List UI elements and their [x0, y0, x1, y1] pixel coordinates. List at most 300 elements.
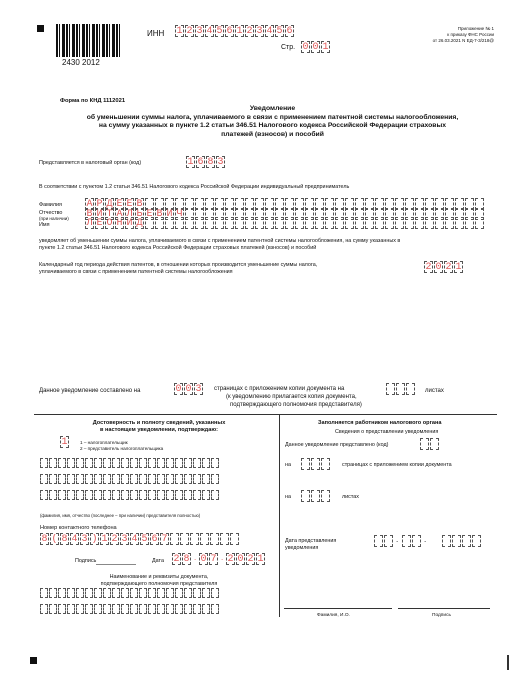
char-cell[interactable]: 8: [183, 554, 190, 565]
char-cell[interactable]: 0: [175, 384, 182, 395]
tax-office-code-field[interactable]: [186, 156, 226, 170]
char-cell[interactable]: 1: [455, 262, 462, 273]
sheets-label: листах: [425, 388, 444, 394]
char-cell[interactable]: [170, 533, 179, 545]
char-cell[interactable]: [94, 588, 102, 598]
document-caption-line-1: Наименование и реквизиты документа,: [109, 574, 209, 580]
char-cell[interactable]: Р: [96, 199, 103, 210]
char-cell[interactable]: [139, 474, 147, 484]
char-cell[interactable]: Л: [126, 209, 133, 220]
char-cell[interactable]: [435, 208, 444, 220]
year-label-2: уплачиваемого в связи с применением патентной системы налогообложения: [39, 269, 233, 275]
char-cell[interactable]: [139, 588, 147, 598]
char-cell[interactable]: 5: [216, 26, 223, 37]
char-cell[interactable]: 1: [176, 26, 183, 37]
pages-label: Данное уведомление составлено на: [39, 388, 141, 394]
char-cell[interactable]: [462, 535, 471, 547]
char-cell[interactable]: Е: [116, 199, 123, 210]
document-row-1[interactable]: [40, 588, 220, 602]
char-cell[interactable]: [76, 490, 84, 500]
char-cell[interactable]: [130, 588, 138, 598]
char-cell[interactable]: [211, 604, 219, 614]
char-cell[interactable]: 0: [185, 384, 192, 395]
char-cell[interactable]: [112, 588, 120, 598]
right-block-heading: Заполняется работником налогового органа: [318, 420, 442, 426]
char-cell[interactable]: 1: [322, 42, 329, 53]
char-cell[interactable]: [230, 533, 239, 545]
char-cell[interactable]: [130, 604, 138, 614]
section-middle-line: [279, 414, 280, 617]
on-label-1: на: [285, 462, 291, 468]
char-cell[interactable]: [375, 208, 384, 220]
char-cell[interactable]: [130, 490, 138, 500]
barcode-number: 2430 2012: [62, 58, 100, 67]
char-cell[interactable]: [157, 604, 165, 614]
char-cell[interactable]: [67, 458, 75, 468]
document-caption-line-2: подтверждающего полномочия представителя: [100, 580, 218, 587]
char-cell[interactable]: [305, 208, 314, 220]
char-cell[interactable]: 2: [111, 534, 118, 545]
char-cell[interactable]: 0: [200, 554, 207, 565]
char-cell[interactable]: 2: [227, 554, 234, 565]
char-cell[interactable]: Е: [126, 199, 133, 210]
char-cell[interactable]: 5: [276, 26, 283, 37]
char-cell[interactable]: [130, 458, 138, 468]
bottom-right-marker: [507, 655, 509, 670]
char-cell[interactable]: [355, 208, 364, 220]
char-cell[interactable]: 4: [71, 534, 78, 545]
char-cell[interactable]: [193, 604, 201, 614]
representative-caption: (фамилия, имя, отчество (последнее – при наличии) представителя полностью): [40, 513, 201, 518]
char-cell[interactable]: [225, 208, 234, 220]
representative-name-row-2[interactable]: [40, 474, 220, 488]
submission-date-label-1: Дата представления: [285, 538, 337, 544]
inn-label: ИНН: [147, 29, 165, 38]
char-cell[interactable]: Т: [106, 209, 113, 220]
char-cell[interactable]: [85, 458, 93, 468]
char-cell[interactable]: [185, 208, 194, 220]
sign-caption: Подпись: [432, 613, 451, 618]
char-cell[interactable]: 0: [435, 262, 442, 273]
char-cell[interactable]: А: [116, 209, 123, 220]
char-cell[interactable]: [235, 208, 244, 220]
char-cell[interactable]: А: [86, 199, 93, 210]
char-cell[interactable]: [166, 588, 174, 598]
char-cell[interactable]: 8: [207, 157, 214, 168]
signer-code-field[interactable]: [60, 436, 70, 450]
char-cell[interactable]: [76, 458, 84, 468]
date-sep-2: .: [221, 553, 224, 562]
submission-date-sep-2: .: [424, 535, 427, 544]
char-cell[interactable]: 3: [121, 534, 128, 545]
char-cell[interactable]: [205, 208, 214, 220]
char-cell[interactable]: [94, 490, 102, 500]
char-cell[interactable]: [335, 208, 344, 220]
char-cell[interactable]: 2: [445, 262, 452, 273]
char-cell[interactable]: [121, 604, 129, 614]
char-cell[interactable]: [94, 458, 102, 468]
notify-line-2: пункте 1.2 статьи 346.51 Налогового кодекса Российской Федерации страховых платежей (взносов) и пособий: [39, 245, 317, 251]
char-cell[interactable]: [211, 588, 219, 598]
char-cell[interactable]: [180, 533, 189, 545]
char-cell[interactable]: [215, 208, 224, 220]
char-cell[interactable]: 4: [131, 534, 138, 545]
pages-suffix-1: страницах с приложением копии документа на: [214, 386, 345, 392]
char-cell[interactable]: [67, 588, 75, 598]
char-cell[interactable]: [112, 474, 120, 484]
on-label-2: на: [285, 494, 291, 500]
char-cell[interactable]: 2: [173, 554, 180, 565]
sign-line: [398, 608, 490, 609]
char-cell[interactable]: [202, 474, 210, 484]
title-line-1: Уведомление: [249, 105, 296, 112]
appendix-line-2: к приказу ФНС России: [447, 32, 494, 37]
char-cell[interactable]: 1: [236, 26, 243, 37]
patronymic-sub: (при наличии): [39, 216, 69, 221]
char-cell[interactable]: [321, 490, 330, 502]
char-cell[interactable]: [94, 604, 102, 614]
char-cell[interactable]: [202, 604, 210, 614]
char-cell[interactable]: [40, 588, 48, 598]
char-cell[interactable]: ): [91, 534, 98, 545]
char-cell[interactable]: [415, 208, 424, 220]
char-cell[interactable]: [202, 588, 210, 598]
char-cell[interactable]: В: [86, 209, 93, 220]
char-cell[interactable]: [112, 458, 120, 468]
char-cell[interactable]: И: [166, 209, 173, 220]
char-cell[interactable]: [175, 588, 183, 598]
char-cell[interactable]: [311, 458, 320, 470]
pages-suffix-2: (к уведомлению прилагается копия документа,: [226, 394, 357, 400]
char-cell[interactable]: Ч: [176, 209, 183, 220]
char-cell[interactable]: [103, 474, 111, 484]
char-cell[interactable]: [49, 604, 57, 614]
char-cell[interactable]: [472, 535, 481, 547]
notify-line-1: уведомляет об уменьшении суммы налога, уплачиваемого в связи с применением патентной системы налогообложения, на сумму указанных в: [39, 238, 401, 244]
char-cell[interactable]: [148, 474, 156, 484]
pages-count-field[interactable]: [174, 383, 204, 397]
char-cell[interactable]: [175, 474, 183, 484]
char-cell[interactable]: 7: [161, 534, 168, 545]
char-cell[interactable]: [211, 474, 219, 484]
char-cell[interactable]: Ь: [136, 209, 143, 220]
form-title: [40, 105, 505, 139]
year-field[interactable]: [424, 261, 464, 275]
char-cell[interactable]: [425, 208, 434, 220]
sheets-count-field[interactable]: [386, 383, 416, 397]
basis-text: В соответствии с пунктом 1.2 статьи 346.51 Налогового кодекса Российской Федерации индивидуальный предприниматель: [39, 184, 350, 190]
char-cell[interactable]: Е: [146, 209, 153, 220]
submission-date-year[interactable]: [442, 535, 482, 549]
char-cell[interactable]: [49, 588, 57, 598]
corner-marker-bottom-left: [30, 657, 37, 664]
char-cell[interactable]: В: [136, 199, 143, 210]
char-cell[interactable]: Н: [116, 218, 123, 229]
char-cell[interactable]: [211, 490, 219, 500]
submission-method-field[interactable]: [420, 438, 440, 452]
char-cell[interactable]: О: [106, 218, 113, 229]
char-cell[interactable]: [166, 490, 174, 500]
char-cell[interactable]: [139, 604, 147, 614]
received-pages-text: страницах с приложением копии документа: [342, 462, 452, 468]
char-cell[interactable]: [103, 604, 111, 614]
char-cell[interactable]: [166, 604, 174, 614]
char-cell[interactable]: [395, 208, 404, 220]
received-sheets-text: листах: [342, 494, 359, 500]
char-cell[interactable]: [465, 208, 474, 220]
char-cell[interactable]: [130, 474, 138, 484]
char-cell[interactable]: [67, 604, 75, 614]
char-cell[interactable]: [442, 535, 451, 547]
signature-label: Подпись: [75, 558, 97, 564]
char-cell[interactable]: 3: [195, 384, 202, 395]
char-cell[interactable]: 1: [257, 554, 264, 565]
char-cell[interactable]: [193, 490, 201, 500]
inn-field[interactable]: [175, 25, 295, 39]
char-cell[interactable]: [157, 458, 165, 468]
char-cell[interactable]: [420, 438, 429, 450]
char-cell[interactable]: Л: [86, 218, 93, 229]
char-cell[interactable]: 2: [246, 26, 253, 37]
char-cell[interactable]: [321, 458, 330, 470]
char-cell[interactable]: [157, 490, 165, 500]
char-cell[interactable]: [85, 474, 93, 484]
char-cell[interactable]: [385, 208, 394, 220]
char-cell[interactable]: [295, 208, 304, 220]
char-cell[interactable]: [139, 490, 147, 500]
char-cell[interactable]: [40, 604, 48, 614]
char-cell[interactable]: [195, 208, 204, 220]
char-cell[interactable]: [220, 533, 229, 545]
representative-name-row-1[interactable]: [40, 458, 220, 472]
char-cell[interactable]: 7: [210, 554, 217, 565]
char-cell[interactable]: [475, 208, 484, 220]
char-cell[interactable]: [121, 458, 129, 468]
char-cell[interactable]: 0: [312, 42, 319, 53]
char-cell[interactable]: [175, 458, 183, 468]
char-cell[interactable]: [315, 208, 324, 220]
title-line-4: платежей (взносов) и пособий: [221, 130, 324, 138]
char-cell[interactable]: [275, 208, 284, 220]
char-cell[interactable]: [211, 458, 219, 468]
date-sep-1: .: [194, 553, 197, 562]
char-cell[interactable]: [245, 208, 254, 220]
char-cell[interactable]: 2: [425, 262, 432, 273]
char-cell[interactable]: 2: [247, 554, 254, 565]
char-cell[interactable]: [265, 208, 274, 220]
char-cell[interactable]: 3: [256, 26, 263, 37]
char-cell[interactable]: [184, 458, 192, 468]
char-cell[interactable]: [166, 474, 174, 484]
char-cell[interactable]: [76, 588, 84, 598]
char-cell[interactable]: 8: [61, 534, 68, 545]
char-cell[interactable]: [184, 490, 192, 500]
phone-field[interactable]: [40, 533, 240, 547]
char-cell[interactable]: [301, 490, 310, 502]
char-cell[interactable]: 6: [226, 26, 233, 37]
phone-label: Номер контактного телефона: [40, 525, 117, 531]
char-cell[interactable]: 1: [61, 437, 68, 448]
char-cell[interactable]: И: [126, 218, 133, 229]
char-cell[interactable]: 2: [186, 26, 193, 37]
char-cell[interactable]: 1: [187, 157, 194, 168]
char-cell[interactable]: [311, 490, 320, 502]
char-cell[interactable]: 3: [217, 157, 224, 168]
char-cell[interactable]: [396, 383, 405, 395]
fio-caption: Фамилия, И.О.: [317, 613, 350, 618]
char-cell[interactable]: [148, 588, 156, 598]
page-number-field[interactable]: [301, 41, 331, 55]
document-row-2[interactable]: [40, 604, 220, 618]
char-cell[interactable]: [85, 604, 93, 614]
char-cell[interactable]: [40, 474, 48, 484]
char-cell[interactable]: [85, 588, 93, 598]
char-cell[interactable]: [175, 604, 183, 614]
char-cell[interactable]: 6: [197, 157, 204, 168]
char-cell[interactable]: [148, 458, 156, 468]
name-label: Имя: [39, 222, 50, 228]
char-cell[interactable]: 4: [206, 26, 213, 37]
char-cell[interactable]: [412, 535, 421, 547]
char-cell[interactable]: [58, 474, 66, 484]
signer-option-1: 1 – налогоплательщик: [80, 440, 128, 445]
char-cell[interactable]: [76, 474, 84, 484]
char-cell[interactable]: 8: [41, 534, 48, 545]
char-cell[interactable]: [406, 383, 415, 395]
char-cell[interactable]: 5: [141, 534, 148, 545]
char-cell[interactable]: [148, 604, 156, 614]
char-cell[interactable]: [85, 490, 93, 500]
char-cell[interactable]: [202, 458, 210, 468]
char-cell[interactable]: [58, 490, 66, 500]
char-cell[interactable]: Д: [136, 218, 143, 229]
char-cell[interactable]: [405, 208, 414, 220]
char-cell[interactable]: [384, 535, 393, 547]
char-cell[interactable]: [430, 438, 439, 450]
title-line-2: об уменьшении суммы налога, уплачиваемого в связи с применением патентной системы налогообложения,: [86, 113, 459, 121]
char-cell[interactable]: [40, 490, 48, 500]
char-cell[interactable]: [157, 588, 165, 598]
char-cell[interactable]: [67, 474, 75, 484]
corner-marker-left: [37, 25, 44, 32]
char-cell[interactable]: [121, 474, 129, 484]
char-cell[interactable]: [184, 604, 192, 614]
char-cell[interactable]: [210, 533, 219, 545]
char-cell[interactable]: (: [51, 534, 58, 545]
char-cell[interactable]: [285, 208, 294, 220]
char-cell[interactable]: [193, 588, 201, 598]
char-cell[interactable]: [58, 588, 66, 598]
char-cell[interactable]: 6: [151, 534, 158, 545]
char-cell[interactable]: 4: [266, 26, 273, 37]
date-label: Дата: [152, 558, 164, 564]
char-cell[interactable]: [49, 458, 57, 468]
char-cell[interactable]: Д: [106, 199, 113, 210]
form-knd: Форма по КНД 1112021: [60, 98, 126, 104]
char-cell[interactable]: [193, 474, 201, 484]
submission-date-label-2: уведомления: [285, 545, 319, 551]
char-cell[interactable]: [103, 458, 111, 468]
char-cell[interactable]: [184, 474, 192, 484]
char-cell[interactable]: [445, 208, 454, 220]
char-cell[interactable]: [374, 535, 383, 547]
char-cell[interactable]: [67, 490, 75, 500]
char-cell[interactable]: 0: [237, 554, 244, 565]
char-cell[interactable]: [94, 474, 102, 484]
char-cell[interactable]: [112, 490, 120, 500]
char-cell[interactable]: [157, 474, 165, 484]
char-cell[interactable]: И: [96, 209, 103, 220]
appendix-line-3: от 26.03.2021 N ЕД-7-3/218@: [432, 38, 494, 43]
char-cell[interactable]: 0: [302, 42, 309, 53]
received-sheets-field[interactable]: [301, 490, 331, 504]
char-cell[interactable]: [301, 458, 310, 470]
char-cell[interactable]: [103, 490, 111, 500]
submission-date-day[interactable]: [374, 535, 394, 549]
date-year-field[interactable]: [226, 553, 266, 567]
char-cell[interactable]: [58, 458, 66, 468]
char-cell[interactable]: В: [156, 209, 163, 220]
patronymic-field[interactable]: [85, 208, 485, 222]
char-cell[interactable]: [49, 490, 57, 500]
char-cell[interactable]: [202, 490, 210, 500]
char-cell[interactable]: [148, 490, 156, 500]
section-top-line: [34, 414, 497, 415]
submission-date-month[interactable]: [402, 535, 422, 549]
char-cell[interactable]: [175, 490, 183, 500]
char-cell[interactable]: [76, 604, 84, 614]
method-label: Данное уведомление представлено (код): [285, 442, 389, 448]
left-heading-line-2: в настоящем уведомлении, подтверждаю:: [100, 427, 218, 433]
char-cell[interactable]: [200, 533, 209, 545]
char-cell[interactable]: Е: [96, 218, 103, 229]
char-cell[interactable]: [365, 208, 374, 220]
char-cell[interactable]: [58, 604, 66, 614]
char-cell[interactable]: [49, 474, 57, 484]
char-cell[interactable]: [40, 458, 48, 468]
char-cell[interactable]: 3: [196, 26, 203, 37]
date-day-field[interactable]: [172, 553, 192, 567]
char-cell[interactable]: [166, 458, 174, 468]
char-cell[interactable]: [139, 458, 147, 468]
char-cell[interactable]: [184, 588, 192, 598]
char-cell[interactable]: [193, 458, 201, 468]
char-cell[interactable]: [386, 383, 395, 395]
char-cell[interactable]: [455, 208, 464, 220]
char-cell[interactable]: [112, 604, 120, 614]
submission-date-sep-1: .: [396, 535, 399, 544]
char-cell[interactable]: 6: [286, 26, 293, 37]
char-cell[interactable]: [345, 208, 354, 220]
right-block-subheading: Сведения о представлении уведомления: [335, 429, 439, 435]
char-cell[interactable]: 3: [81, 534, 88, 545]
char-cell[interactable]: 1: [101, 534, 108, 545]
char-cell[interactable]: [103, 588, 111, 598]
char-cell[interactable]: [402, 535, 411, 547]
received-pages-field[interactable]: [301, 458, 331, 472]
year-label-1: Календарный год периода действия патентов, в отношении которых производится уменьшение суммы налога,: [39, 262, 318, 268]
char-cell[interactable]: [121, 490, 129, 500]
signature-line: [96, 564, 136, 565]
char-cell[interactable]: [325, 208, 334, 220]
char-cell[interactable]: [190, 533, 199, 545]
date-month-field[interactable]: [199, 553, 219, 567]
char-cell[interactable]: [452, 535, 461, 547]
left-heading-line-1: Достоверность и полноту сведений, указанных: [92, 420, 226, 426]
representative-name-row-3[interactable]: [40, 490, 220, 504]
char-cell[interactable]: [255, 208, 264, 220]
char-cell[interactable]: [121, 588, 129, 598]
